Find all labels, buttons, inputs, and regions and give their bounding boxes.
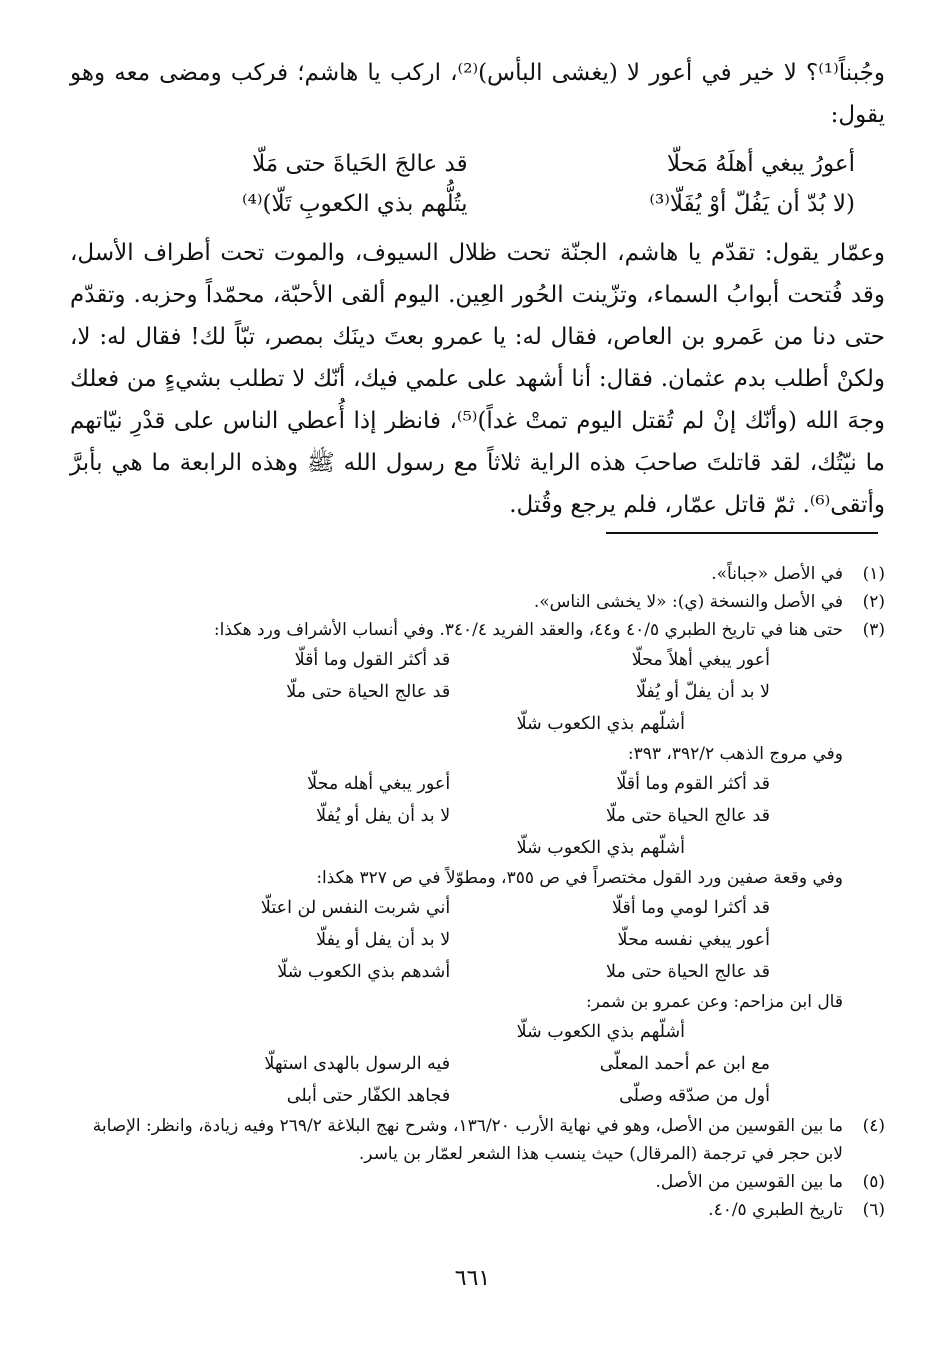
footnote-verse: [155, 676, 770, 708]
verse-hemistich: قد أكثرا لومي وما أقلّا: [612, 898, 770, 918]
page-number: ٦٦١: [454, 1266, 491, 1291]
footnote-verse: [155, 1016, 835, 1048]
verse-hemistich: قد عالج الحياة حتى ملّا: [286, 682, 451, 702]
verse-hemistich: أني شربت النفس لن اعتلّا: [260, 898, 451, 918]
verse-hemistich: فجاهد الكفّار حتى أبلى: [286, 1086, 451, 1106]
verse-hemistich: أشلّهم بذي الكعوب شلّا: [516, 1022, 685, 1042]
footnote-4: [70, 1112, 885, 1168]
footnote-subline: وفي مروج الذهب ٣٩٢/٢، ٣٩٣:: [627, 744, 843, 764]
footnote-subline: وفي وقعة صفين ورد القول مختصراً في ص ٣٥٥، ومطوّلاً في ص ٣٢٧ هكذا:: [316, 868, 843, 888]
verse-line: [110, 184, 855, 224]
verse-hemistich: أعور يبغي أهله محلّا: [307, 774, 451, 794]
verse-hemistich: لا بد أن يفل أو يُفلّا: [316, 806, 451, 826]
verse-hemistich: يتُلُّهم بذي الكعوبِ تَلّا)⁽⁴⁾: [241, 191, 468, 217]
verse-hemistich: فيه الرسول بالهدى استهلّا: [264, 1054, 451, 1074]
verse-hemistich: أشلّهم بذي الكعوب شلّا: [516, 714, 685, 734]
verse-hemistich: أعور يبغي نفسه محلّا: [617, 930, 770, 950]
verse-hemistich: قد أكثر القول وما أقلّا: [294, 650, 451, 670]
footnote-verse: [155, 956, 770, 988]
footnotes: [70, 560, 885, 1224]
paragraph-1: وجُبناً⁽¹⁾؟ لا خير في أعور لا (يغشى البأس)⁽²⁾، اركب يا هاشم؛ فركب ومضى معه وهو يقول:: [70, 60, 885, 128]
footnote-number: (٦): [862, 1200, 885, 1220]
footnote-text: ما بين القوسين من الأصل، وهو في نهاية الأرب ١٣٦/٢٠، وشرح نهج البلاغة ٢٦٩/٢ وفيه زيادة، وانظر: الإصابة لابن حجر في ترجمة (المرقال) حيث ينسب هذا الشعر لعمّار بن ياسر.: [92, 1116, 843, 1164]
verse-hemistich: أعورُ يبغي أهلَهُ مَحلّا: [667, 151, 855, 177]
footnote-number: (٣): [862, 620, 885, 640]
footnote-text: ما بين القوسين من الأصل.: [655, 1172, 843, 1192]
footnote-verse: [155, 800, 770, 832]
paragraph-2: وعمّار يقول: تقدّم يا هاشم، الجنّة تحت ظلال السيوف، والموت تحت أطراف الأسل، وقد فُتحت أبوابُ السماء، وتزّينت الحُور العِين. اليوم ألقى الأحبّة، محمّداً وحزبه. وتقدّم حتى دنا من عَمرو بن العاص، فقال له: يا عمرو بعتَ دينَك بمصر، تبّاً لك! فقال له: لا، ولكنْ أطلب بدم عثمان. فقال: أنا أشهد على علمي فيك، أنّك لا تطلب بشيءٍ من فعلك وجهَ الله (وأنّك إنْ لم تُقتل اليوم تمتْ غداً)⁽⁵⁾، فانظر إذا أُعطي الناس على قدْرِ نيّاتهم ما نيّتُك، لقد قاتلتَ صاحبَ هذه الراية ثلاثاً مع رسول الله ﷺ وهذه الرابعة ما هي بأبرَّ وأتقى⁽⁶⁾. ثمّ قاتل عمّار، فلم يرجع وقُتل.: [70, 240, 885, 518]
footnote-2: [70, 588, 885, 616]
verse-block: [110, 144, 855, 224]
verse-hemistich: قد عالجَ الحَياةَ حتى مَلّا: [252, 151, 468, 177]
footnote-number: (١): [862, 564, 885, 584]
footnote-number: (٢): [862, 592, 885, 612]
verse-hemistich: قد عالج الحياة حتى ملّا: [606, 806, 770, 826]
footnote-verse: [155, 832, 835, 864]
verse-hemistich: أشدهم بذي الكعوب شلّا: [277, 962, 451, 982]
footnote-text: تاريخ الطبري ٤٠/٥.: [708, 1200, 843, 1220]
verse-hemistich: أشلّهم بذي الكعوب شلّا: [516, 838, 685, 858]
verse-line: [110, 144, 855, 184]
verse-hemistich: أعور يبغي أهلاً محلّا: [631, 650, 770, 670]
footnote-number: (٥): [862, 1172, 885, 1192]
verse-hemistich: أول من صدّقه وصلّى: [619, 1086, 770, 1106]
verse-hemistich: لا بد أن يفل أو يفلّا: [316, 930, 451, 950]
footnote-5: [70, 1168, 885, 1196]
verse-hemistich: لا بد أن يفلّ أو يُفلّا: [635, 682, 770, 702]
verse-hemistich: قد أكثر القوم وما أقلّا: [616, 774, 770, 794]
footnote-verse: [155, 1080, 770, 1112]
footnote-verse: [155, 892, 770, 924]
footnote-text: في الأصل «جباناً».: [711, 564, 843, 584]
footnote-3: [70, 616, 885, 644]
footnote-verse: [155, 708, 835, 740]
footnote-verse: [155, 924, 770, 956]
verse-hemistich: (لا بُدّ أن يَفُلّ أوْ يُفَلّا⁽³⁾: [649, 191, 855, 217]
footnote-text: حتى هنا في تاريخ الطبري ٤٠/٥ و٤٤، والعقد الفريد ٣٤٠/٤. وفي أنساب الأشراف ورد هكذا:: [213, 620, 843, 640]
footnote-verse: [155, 644, 770, 676]
footnote-1: [70, 560, 885, 588]
footnote-subline: قال ابن مزاحم: وعن عمرو بن شمر:: [586, 992, 843, 1012]
footnote-text: في الأصل والنسخة (ي): «لا يخشى الناس».: [533, 592, 843, 612]
footnote-verse: [155, 768, 770, 800]
main-text: [70, 52, 885, 526]
footnote-separator: [606, 532, 878, 534]
footnote-number: (٤): [862, 1116, 885, 1136]
verse-hemistich: قد عالج الحياة حتى ملا: [606, 962, 770, 982]
footnote-6: [70, 1196, 885, 1224]
footnote-verse: [155, 1048, 770, 1080]
verse-hemistich: مع ابن عم أحمد المعلّى: [599, 1054, 770, 1074]
